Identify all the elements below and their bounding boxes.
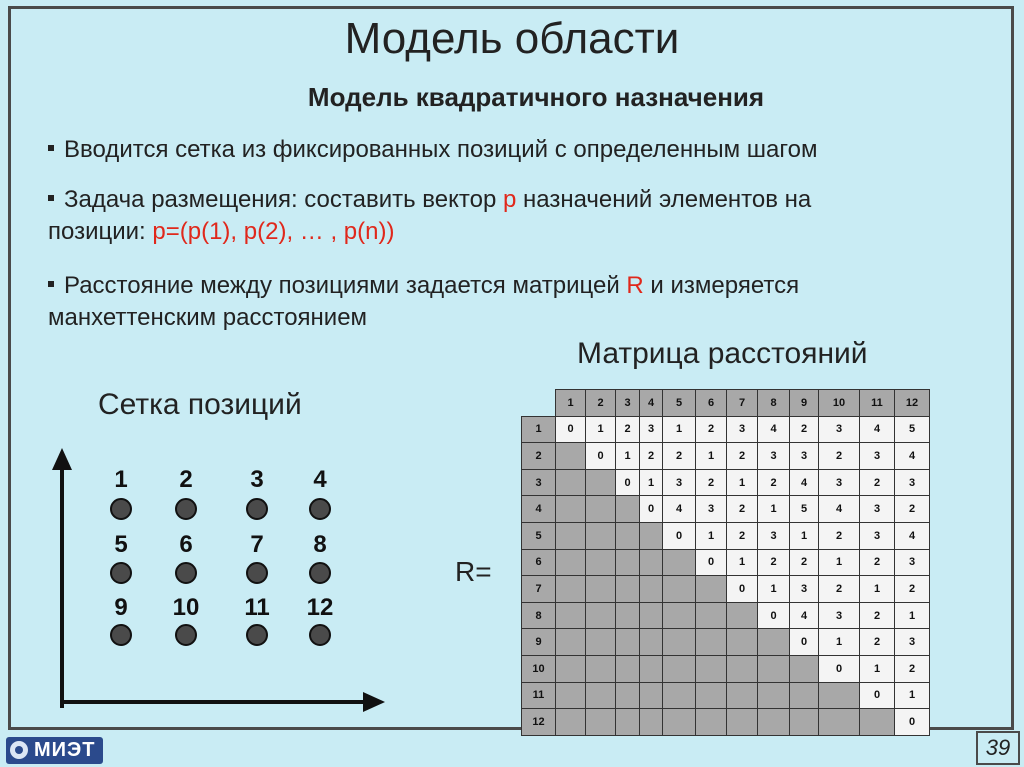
bullet-placement xyxy=(48,184,811,248)
matrix-title: Матрица расстояний xyxy=(577,337,868,370)
matrix-row-header: 1 xyxy=(522,416,556,443)
matrix-cell: 4 xyxy=(860,416,895,443)
matrix-cell xyxy=(586,496,616,523)
page-number: 39 xyxy=(976,731,1020,765)
matrix-cell: 1 xyxy=(860,655,895,682)
matrix-cell xyxy=(819,682,860,709)
matrix-cell: 3 xyxy=(895,629,930,656)
matrix-cell: 3 xyxy=(860,443,895,470)
matrix-cell xyxy=(727,602,758,629)
matrix-row-header: 3 xyxy=(522,469,556,496)
matrix-row xyxy=(522,443,930,470)
matrix-row xyxy=(522,549,930,576)
matrix-cell: 1 xyxy=(819,629,860,656)
vector-formula: p=(p(1), p(2), … , p(n)) xyxy=(152,218,395,245)
matrix-cell: 3 xyxy=(727,416,758,443)
matrix-cell: 2 xyxy=(895,576,930,603)
matrix-col-header: 11 xyxy=(860,390,895,417)
bullet-text: и измеряется xyxy=(643,272,800,299)
matrix-cell: 2 xyxy=(727,496,758,523)
matrix-corner xyxy=(522,390,556,417)
bullet-marker-icon xyxy=(48,195,54,201)
matrix-col-header: 5 xyxy=(663,390,696,417)
matrix-cell: 2 xyxy=(895,496,930,523)
bullet-marker-icon xyxy=(48,145,54,151)
y-axis-arrow-icon xyxy=(52,448,72,470)
matrix-cell xyxy=(616,682,640,709)
matrix-row-header: 12 xyxy=(522,709,556,736)
matrix-cell: 2 xyxy=(860,469,895,496)
matrix-cell: 0 xyxy=(663,522,696,549)
x-axis-arrow-icon xyxy=(363,692,385,712)
matrix-cell xyxy=(640,709,663,736)
matrix-cell xyxy=(663,629,696,656)
matrix-cell xyxy=(758,655,790,682)
matrix-cell: 0 xyxy=(640,496,663,523)
matrix-cell xyxy=(616,629,640,656)
matrix-row xyxy=(522,655,930,682)
matrix-row xyxy=(522,629,930,656)
matrix-col-header: 2 xyxy=(586,390,616,417)
matrix-cell: 4 xyxy=(790,602,819,629)
matrix-col-header: 1 xyxy=(556,390,586,417)
matrix-row xyxy=(522,576,930,603)
matrix-cell: 1 xyxy=(790,522,819,549)
matrix-col-header: 9 xyxy=(790,390,819,417)
matrix-cell: 1 xyxy=(616,443,640,470)
matrix-cell xyxy=(616,709,640,736)
matrix-row xyxy=(522,602,930,629)
position-node xyxy=(246,624,268,646)
bullet-text: Расстояние между позициями задается матрицей xyxy=(64,272,627,299)
position-node xyxy=(309,624,331,646)
vector-symbol: p xyxy=(502,186,517,213)
position-node xyxy=(110,562,132,584)
matrix-cell xyxy=(727,709,758,736)
position-label: 9 xyxy=(114,594,128,621)
matrix-cell: 2 xyxy=(758,549,790,576)
matrix-col-header: 4 xyxy=(640,390,663,417)
position-label: 4 xyxy=(313,466,327,493)
matrix-cell xyxy=(640,629,663,656)
bullet-grid xyxy=(48,134,817,166)
position-label: 5 xyxy=(114,531,128,558)
matrix-cell: 1 xyxy=(586,416,616,443)
matrix-cell: 2 xyxy=(860,549,895,576)
matrix-col-header: 10 xyxy=(819,390,860,417)
matrix-cell: 0 xyxy=(860,682,895,709)
matrix-cell: 2 xyxy=(640,443,663,470)
matrix-cell xyxy=(556,709,586,736)
matrix-symbol: R xyxy=(626,272,644,299)
matrix-row xyxy=(522,682,930,709)
matrix-row xyxy=(522,522,930,549)
matrix-cell: 4 xyxy=(819,496,860,523)
matrix-cell xyxy=(616,496,640,523)
position-node xyxy=(110,624,132,646)
matrix-cell: 1 xyxy=(727,549,758,576)
bullet-text: Вводится сетка из фиксированных позиций с определенным шагом xyxy=(64,136,818,163)
matrix-cell xyxy=(663,549,696,576)
position-node xyxy=(175,498,197,520)
matrix-cell xyxy=(586,655,616,682)
matrix-cell xyxy=(696,655,727,682)
position-label: 10 xyxy=(172,594,200,621)
matrix-cell xyxy=(640,602,663,629)
matrix-cell: 1 xyxy=(819,549,860,576)
matrix-cell xyxy=(556,443,586,470)
matrix-cell xyxy=(616,522,640,549)
matrix-cell: 3 xyxy=(790,443,819,470)
position-label: 11 xyxy=(244,594,270,621)
matrix-row xyxy=(522,709,930,736)
matrix-cell: 3 xyxy=(819,602,860,629)
matrix-row-header: 8 xyxy=(522,602,556,629)
matrix-cell: 2 xyxy=(696,416,727,443)
matrix-r-label: R= xyxy=(455,556,492,587)
grid-title: Сетка позиций xyxy=(98,388,302,421)
matrix-cell xyxy=(640,655,663,682)
matrix-cell xyxy=(727,629,758,656)
miet-logo xyxy=(6,735,103,765)
matrix-cell: 3 xyxy=(860,522,895,549)
matrix-col-header: 6 xyxy=(696,390,727,417)
matrix-cell xyxy=(758,682,790,709)
matrix-col-header: 12 xyxy=(895,390,930,417)
matrix-cell xyxy=(758,629,790,656)
bullet-text: назначений элементов на xyxy=(516,186,812,213)
matrix-cell: 3 xyxy=(663,469,696,496)
matrix-cell xyxy=(586,629,616,656)
matrix-cell xyxy=(640,522,663,549)
matrix-cell xyxy=(616,549,640,576)
emblem-icon xyxy=(10,741,28,759)
matrix-row-header: 9 xyxy=(522,629,556,656)
position-node xyxy=(110,498,132,520)
matrix-cell: 1 xyxy=(663,416,696,443)
position-label: 12 xyxy=(306,594,334,621)
matrix-cell xyxy=(790,709,819,736)
matrix-cell: 0 xyxy=(556,416,586,443)
matrix-cell: 3 xyxy=(758,443,790,470)
matrix-cell: 2 xyxy=(860,602,895,629)
position-node xyxy=(246,498,268,520)
matrix-cell: 0 xyxy=(696,549,727,576)
matrix-cell: 2 xyxy=(860,629,895,656)
matrix-col-header: 8 xyxy=(758,390,790,417)
bullet-text: позиции: xyxy=(48,218,153,245)
matrix-cell xyxy=(556,655,586,682)
matrix-cell: 0 xyxy=(819,655,860,682)
matrix-cell: 1 xyxy=(696,522,727,549)
position-node xyxy=(175,562,197,584)
matrix-cell xyxy=(727,655,758,682)
matrix-cell xyxy=(640,549,663,576)
matrix-cell xyxy=(586,682,616,709)
matrix-cell xyxy=(663,655,696,682)
matrix-cell xyxy=(696,629,727,656)
matrix-cell: 2 xyxy=(819,443,860,470)
slide-subtitle: Модель квадратичного назначения xyxy=(307,82,765,112)
matrix-cell: 3 xyxy=(696,496,727,523)
bullet-text: Задача размещения: составить вектор xyxy=(64,186,503,213)
bullet-distance xyxy=(48,270,799,334)
matrix-cell: 1 xyxy=(640,469,663,496)
matrix-cell: 1 xyxy=(860,576,895,603)
matrix-cell: 0 xyxy=(616,469,640,496)
matrix-row-header: 2 xyxy=(522,443,556,470)
matrix-cell: 2 xyxy=(696,469,727,496)
matrix-row xyxy=(522,416,930,443)
matrix-cell: 1 xyxy=(895,682,930,709)
matrix-cell: 0 xyxy=(586,443,616,470)
matrix-cell: 2 xyxy=(616,416,640,443)
matrix-cell xyxy=(663,682,696,709)
matrix-cell: 3 xyxy=(819,469,860,496)
matrix-cell xyxy=(696,576,727,603)
matrix-cell xyxy=(586,522,616,549)
matrix-cell: 0 xyxy=(895,709,930,736)
position-label: 1 xyxy=(114,466,128,493)
matrix-cell: 2 xyxy=(790,549,819,576)
matrix-cell: 4 xyxy=(895,443,930,470)
matrix-row-header: 5 xyxy=(522,522,556,549)
matrix-cell xyxy=(790,655,819,682)
matrix-cell: 2 xyxy=(895,655,930,682)
matrix-cell xyxy=(586,469,616,496)
matrix-row-header: 4 xyxy=(522,496,556,523)
matrix-cell xyxy=(696,709,727,736)
matrix-cell xyxy=(616,602,640,629)
slide-title: Модель области xyxy=(344,14,680,63)
matrix-cell: 3 xyxy=(790,576,819,603)
matrix-col-header: 7 xyxy=(727,390,758,417)
matrix-cell: 2 xyxy=(758,469,790,496)
matrix-cell: 1 xyxy=(727,469,758,496)
matrix-row-header: 10 xyxy=(522,655,556,682)
matrix-cell: 1 xyxy=(758,576,790,603)
matrix-cell xyxy=(556,549,586,576)
matrix-cell: 4 xyxy=(758,416,790,443)
matrix-cell xyxy=(758,709,790,736)
logo-box xyxy=(6,737,103,764)
position-label: 7 xyxy=(250,531,264,558)
position-node xyxy=(309,498,331,520)
matrix-cell xyxy=(696,682,727,709)
matrix-cell xyxy=(556,576,586,603)
position-label: 6 xyxy=(179,531,193,558)
matrix-cell xyxy=(663,602,696,629)
matrix-cell xyxy=(556,469,586,496)
logo-text: МИЭТ xyxy=(34,738,96,761)
matrix-cell xyxy=(790,682,819,709)
position-node xyxy=(246,562,268,584)
matrix-cell xyxy=(556,496,586,523)
matrix-cell: 1 xyxy=(696,443,727,470)
distance-matrix xyxy=(521,389,930,736)
position-node xyxy=(309,562,331,584)
matrix-cell: 4 xyxy=(790,469,819,496)
matrix-col-header: 3 xyxy=(616,390,640,417)
matrix-cell xyxy=(696,602,727,629)
matrix-cell: 1 xyxy=(895,602,930,629)
bullet-text: манхеттенским расстоянием xyxy=(48,304,368,331)
matrix-cell xyxy=(727,682,758,709)
matrix-cell xyxy=(586,709,616,736)
matrix-cell: 3 xyxy=(895,469,930,496)
matrix-cell: 3 xyxy=(640,416,663,443)
matrix-cell xyxy=(616,576,640,603)
matrix-cell xyxy=(586,576,616,603)
matrix-cell: 4 xyxy=(895,522,930,549)
matrix-cell: 2 xyxy=(819,576,860,603)
matrix-cell: 2 xyxy=(663,443,696,470)
matrix-cell xyxy=(663,576,696,603)
matrix-row xyxy=(522,469,930,496)
matrix-cell: 0 xyxy=(758,602,790,629)
matrix-row-header: 7 xyxy=(522,576,556,603)
matrix-cell: 2 xyxy=(727,522,758,549)
matrix-cell xyxy=(556,682,586,709)
matrix-cell: 5 xyxy=(790,496,819,523)
matrix-cell xyxy=(640,576,663,603)
position-label: 3 xyxy=(250,466,264,493)
matrix-cell xyxy=(586,602,616,629)
matrix-cell: 0 xyxy=(727,576,758,603)
matrix-cell: 3 xyxy=(860,496,895,523)
matrix-cell: 3 xyxy=(758,522,790,549)
axes-diagram xyxy=(40,440,400,720)
matrix-cell: 3 xyxy=(819,416,860,443)
matrix-cell xyxy=(819,709,860,736)
matrix-cell: 2 xyxy=(727,443,758,470)
matrix-cell xyxy=(586,549,616,576)
matrix-cell: 5 xyxy=(895,416,930,443)
bullet-marker-icon xyxy=(48,281,54,287)
position-label: 2 xyxy=(179,466,193,493)
matrix-cell: 1 xyxy=(758,496,790,523)
matrix-cell: 2 xyxy=(790,416,819,443)
matrix-cell: 4 xyxy=(663,496,696,523)
position-node xyxy=(175,624,197,646)
matrix-cell: 2 xyxy=(819,522,860,549)
position-label: 8 xyxy=(313,531,327,558)
matrix-cell xyxy=(616,655,640,682)
matrix-row xyxy=(522,496,930,523)
matrix-row-header: 11 xyxy=(522,682,556,709)
matrix-cell: 3 xyxy=(895,549,930,576)
matrix-cell: 0 xyxy=(790,629,819,656)
matrix-cell xyxy=(640,682,663,709)
matrix-cell xyxy=(556,602,586,629)
matrix-row-header: 6 xyxy=(522,549,556,576)
matrix-cell xyxy=(556,629,586,656)
matrix-cell xyxy=(556,522,586,549)
matrix-cell xyxy=(663,709,696,736)
matrix-cell xyxy=(860,709,895,736)
